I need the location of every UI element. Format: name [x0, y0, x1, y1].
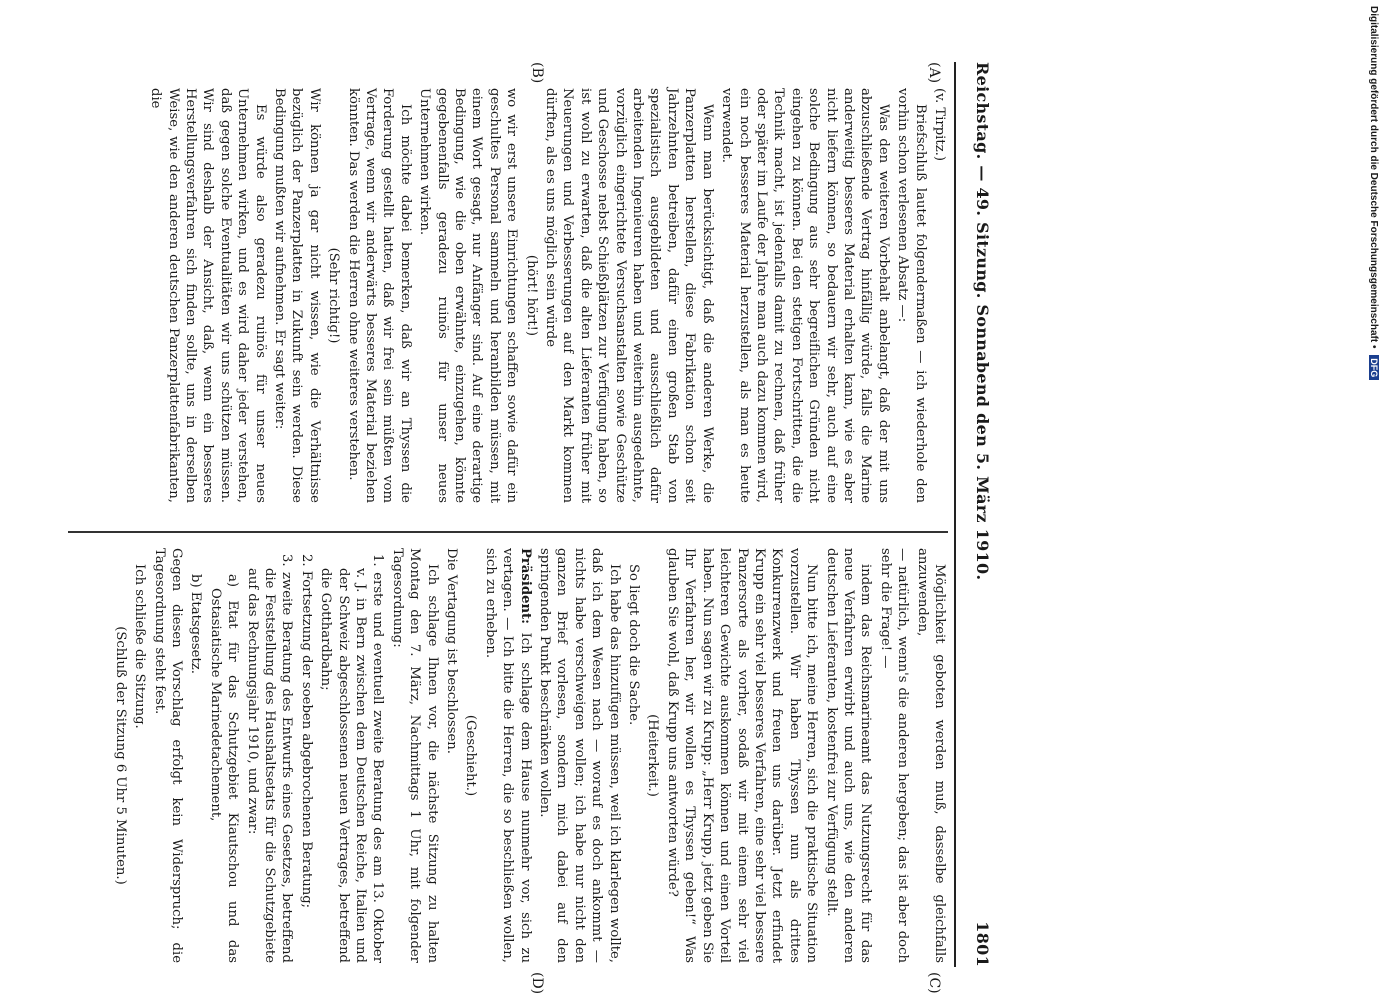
- agenda-subitem: b) Etatsgesetz.: [188, 574, 204, 674]
- quoted-paragraph: Was den weiteren Vorbehalt anbelangt, daß der mit uns abzuschließende Vertrag hinfällig würde, falls die Marine anderweitig besseres Material erhalten kann, wie es aber nicht liefern können, so bedauern wir sehr, auch auf eine solche Bedingung aus sehr begreiflichen Gründen nicht eingehen zu können. Bei den stetigen Fortschritten, die die Technik macht, ist jedenfalls damit zu rechnen, daß früher oder später im Laufe der Jahre man auch dazu kommen wird, ein noch besseres Material herzustellen, als man es heute verwendet.: [719, 88, 891, 503]
- statement-text: Ich schlage dem Hause nunmehr vor, sich zu vertagen. — Ich bitte die Herren, die so beschließen wollen, sich zu erheben.: [482, 548, 533, 963]
- quoted-paragraph: wo wir erst unsere Einrichtungen schaffen sowie dafür ein geschultes Personal sammeln und heranbilden müssen, mit einem Wort gesagt, nur Anfänger sind. Auf eine derartige Bedingung, wie die oben erwähnte, einzugehen, könnte gegebenenfalls geradezu ruinös für unser neues Unternehmen wirken.: [417, 88, 520, 503]
- quoted-paragraph: indem das Reichsmarineamt das Nutzungsrecht für das neue Verfahren erwirbt und auch uns, wie den anderen deutschen Lieferanten, kostenfrei zur Verfügung stellt.: [823, 548, 874, 963]
- paragraph: — natürlich, wenn's die anderen hergeben; das ist aber doch sehr die Frage! —: [877, 548, 911, 963]
- quoted-paragraph: Es würde also geradezu ruinös für unser neues Unternehmen wirken, und es wird daher jeder verstehen, daß gegen solche Eventualitäten wir uns schützen müssen. Wir sind deshalb der Ansicht, daß, wenn ein besseres Herstellungsverfahren sich finden sollte, uns in derselben Weise, wie den anderen deutschen Panzerplattenfabrikanten, die: [148, 88, 268, 503]
- header-title: Reichstag. — 49. Sitzung. Sonnabend den 5. März 1910.: [973, 62, 992, 581]
- left-column: [145, 88, 948, 503]
- paragraph: Ich habe das hinzufügen müssen, weil ich klarlegen wollte, daß ich dem Wesen nach — worauf es doch ankommt — nichts habe verschweigen wollen; ich habe nur nicht den ganzen Brief vorlesen, sondern mich dabei auf den springenden Punkt beschränken wollen.: [537, 548, 622, 963]
- president-statement: [481, 548, 533, 963]
- interjection: (hört! hört!): [523, 254, 539, 337]
- speaker-note: (v. Tirpitz.): [932, 88, 947, 161]
- page-header: [955, 62, 1000, 967]
- paragraph: Nun bitte ich, meine Herren, sich die praktische Situation vorzustellen. Wir haben Thyssen nun als drittes Konkurrenzwerk und freuen uns darüber. Jetzt erfindet Krupp ein sehr viel besseres Verfahren, eine sehr viel bessere Panzersorte als vorher, sodaß wir mit einem sehr viel leichteren Gewichte auskommen können und einen Vorteil haben. Nun sagen wir zu Krupp: „Herr Krupp, jetzt geben Sie Ihr Verfahren her, wir wollen es Thyssen geben!“ Was glauben Sie wohl, daß Krupp uns antworten würde?: [664, 548, 820, 963]
- agenda-subitem: a) Etat für das Schutzgebiet Kiautschou und das Ostasiatische Marinedetachement,: [207, 574, 241, 963]
- agenda-item: 1. erste und eventuell zweite Beratung des am 13. Oktober v. J. in Bern zwischen dem Deutschen Reiche, Italien und der Schweiz abgeschlossenen neuen Vertrages, betreffend die Gotthardbahn;: [318, 554, 386, 963]
- page-number: 1801: [973, 921, 992, 967]
- agenda-item: 2. Fortsetzung der soeben abgebrochenen Beratung;: [298, 554, 314, 909]
- interjection: (Heiterkeit.): [645, 714, 661, 797]
- sidebar-text: Digitalisierung gefördert durch die Deutsche Forschungsgemeinschaft •: [1368, 6, 1379, 349]
- paragraph: Ich schließe die Sitzung.: [132, 564, 148, 729]
- digitization-sidebar: [1365, 6, 1379, 996]
- quoted-paragraph: Wenn man berücksichtigt, daß die anderen Werke, die Panzerplatten herstellen, diese Fabrikation schon seit Jahrzehnten betreiben, dafür einen großen Stab von spezialistisch ausgebildeten und ausschließlich dafür arbeitenden Ingenieuren haben und weiterhin ausgedehnte, vorzüglich eingerichtete Versuchsanstalten sowie Geschütze und Geschosse nebst Schießplätzen zur Verfügung haben, so ist wohl zu erwarten, daß die alten Lieferanten früher mit Neuerungen und Verbesserungen auf den Markt kommen dürften, als es uns möglich sein würde: [543, 88, 715, 503]
- column-divider: [68, 531, 948, 533]
- speaker-label: Präsident:: [517, 548, 533, 625]
- closing-note: (Schluß der Sitzung 6 Uhr 5 Minuten.): [112, 626, 128, 885]
- header-rule: [954, 62, 956, 967]
- dfg-logo: DFG: [1369, 355, 1379, 380]
- interjection: (Geschieht.): [463, 714, 479, 797]
- right-column: [109, 548, 948, 963]
- margin-marker-d: (D): [529, 972, 545, 995]
- paragraph: So liegt doch die Sache.: [626, 564, 642, 726]
- paragraph: Wir können ja gar nicht wissen, wie die Verhältnisse bezüglich der Panzerplatten in Zukunft sein werden. Diese Bedingung mußten wir aufnehmen. Er sagt weiter:: [271, 88, 322, 503]
- margin-marker-c: (C): [926, 972, 942, 994]
- margin-marker-b: (B): [529, 62, 545, 84]
- paragraph: Ich möchte dabei bemerken, daß wir an Thyssen die Forderung gestellt hatten, daß wir frei sein müßten vom Vertrage, wenn wir anderwärts besseres Material beziehen könnten. Das werden die Herren ohne weiteres verstehen.: [345, 88, 413, 503]
- agenda-item: 3. zweite Beratung des Entwurfs eines Gesetzes, betreffend die Feststellung des Haushaltsetats für die Schutzgebiete auf das Rechnungsjahr 1910, und zwar:: [244, 554, 295, 963]
- paragraph: Gegen diesen Vorschlag erfolgt kein Widerspruch; die Tagesordnung steht fest.: [151, 548, 184, 963]
- interjection: (Sehr richtig!): [326, 247, 342, 344]
- quoted-paragraph: Möglichkeit geboten werden muß, dasselbe gleichfalls anzuwenden,: [914, 548, 947, 963]
- paragraph: Ich schlage Ihnen vor, die nächste Sitzung zu halten Montag den 7. März, Nachmittags 1 Uhr, mit folgender Tagesordnung:: [389, 548, 440, 963]
- margin-marker-a: (A): [926, 62, 942, 84]
- paragraph: Briefschluß lautet folgendermaßen — ich wiederhole den vorhin schon verlesenen Absatz —:: [895, 88, 928, 503]
- paragraph: Die Vertagung ist beschlossen.: [444, 548, 460, 754]
